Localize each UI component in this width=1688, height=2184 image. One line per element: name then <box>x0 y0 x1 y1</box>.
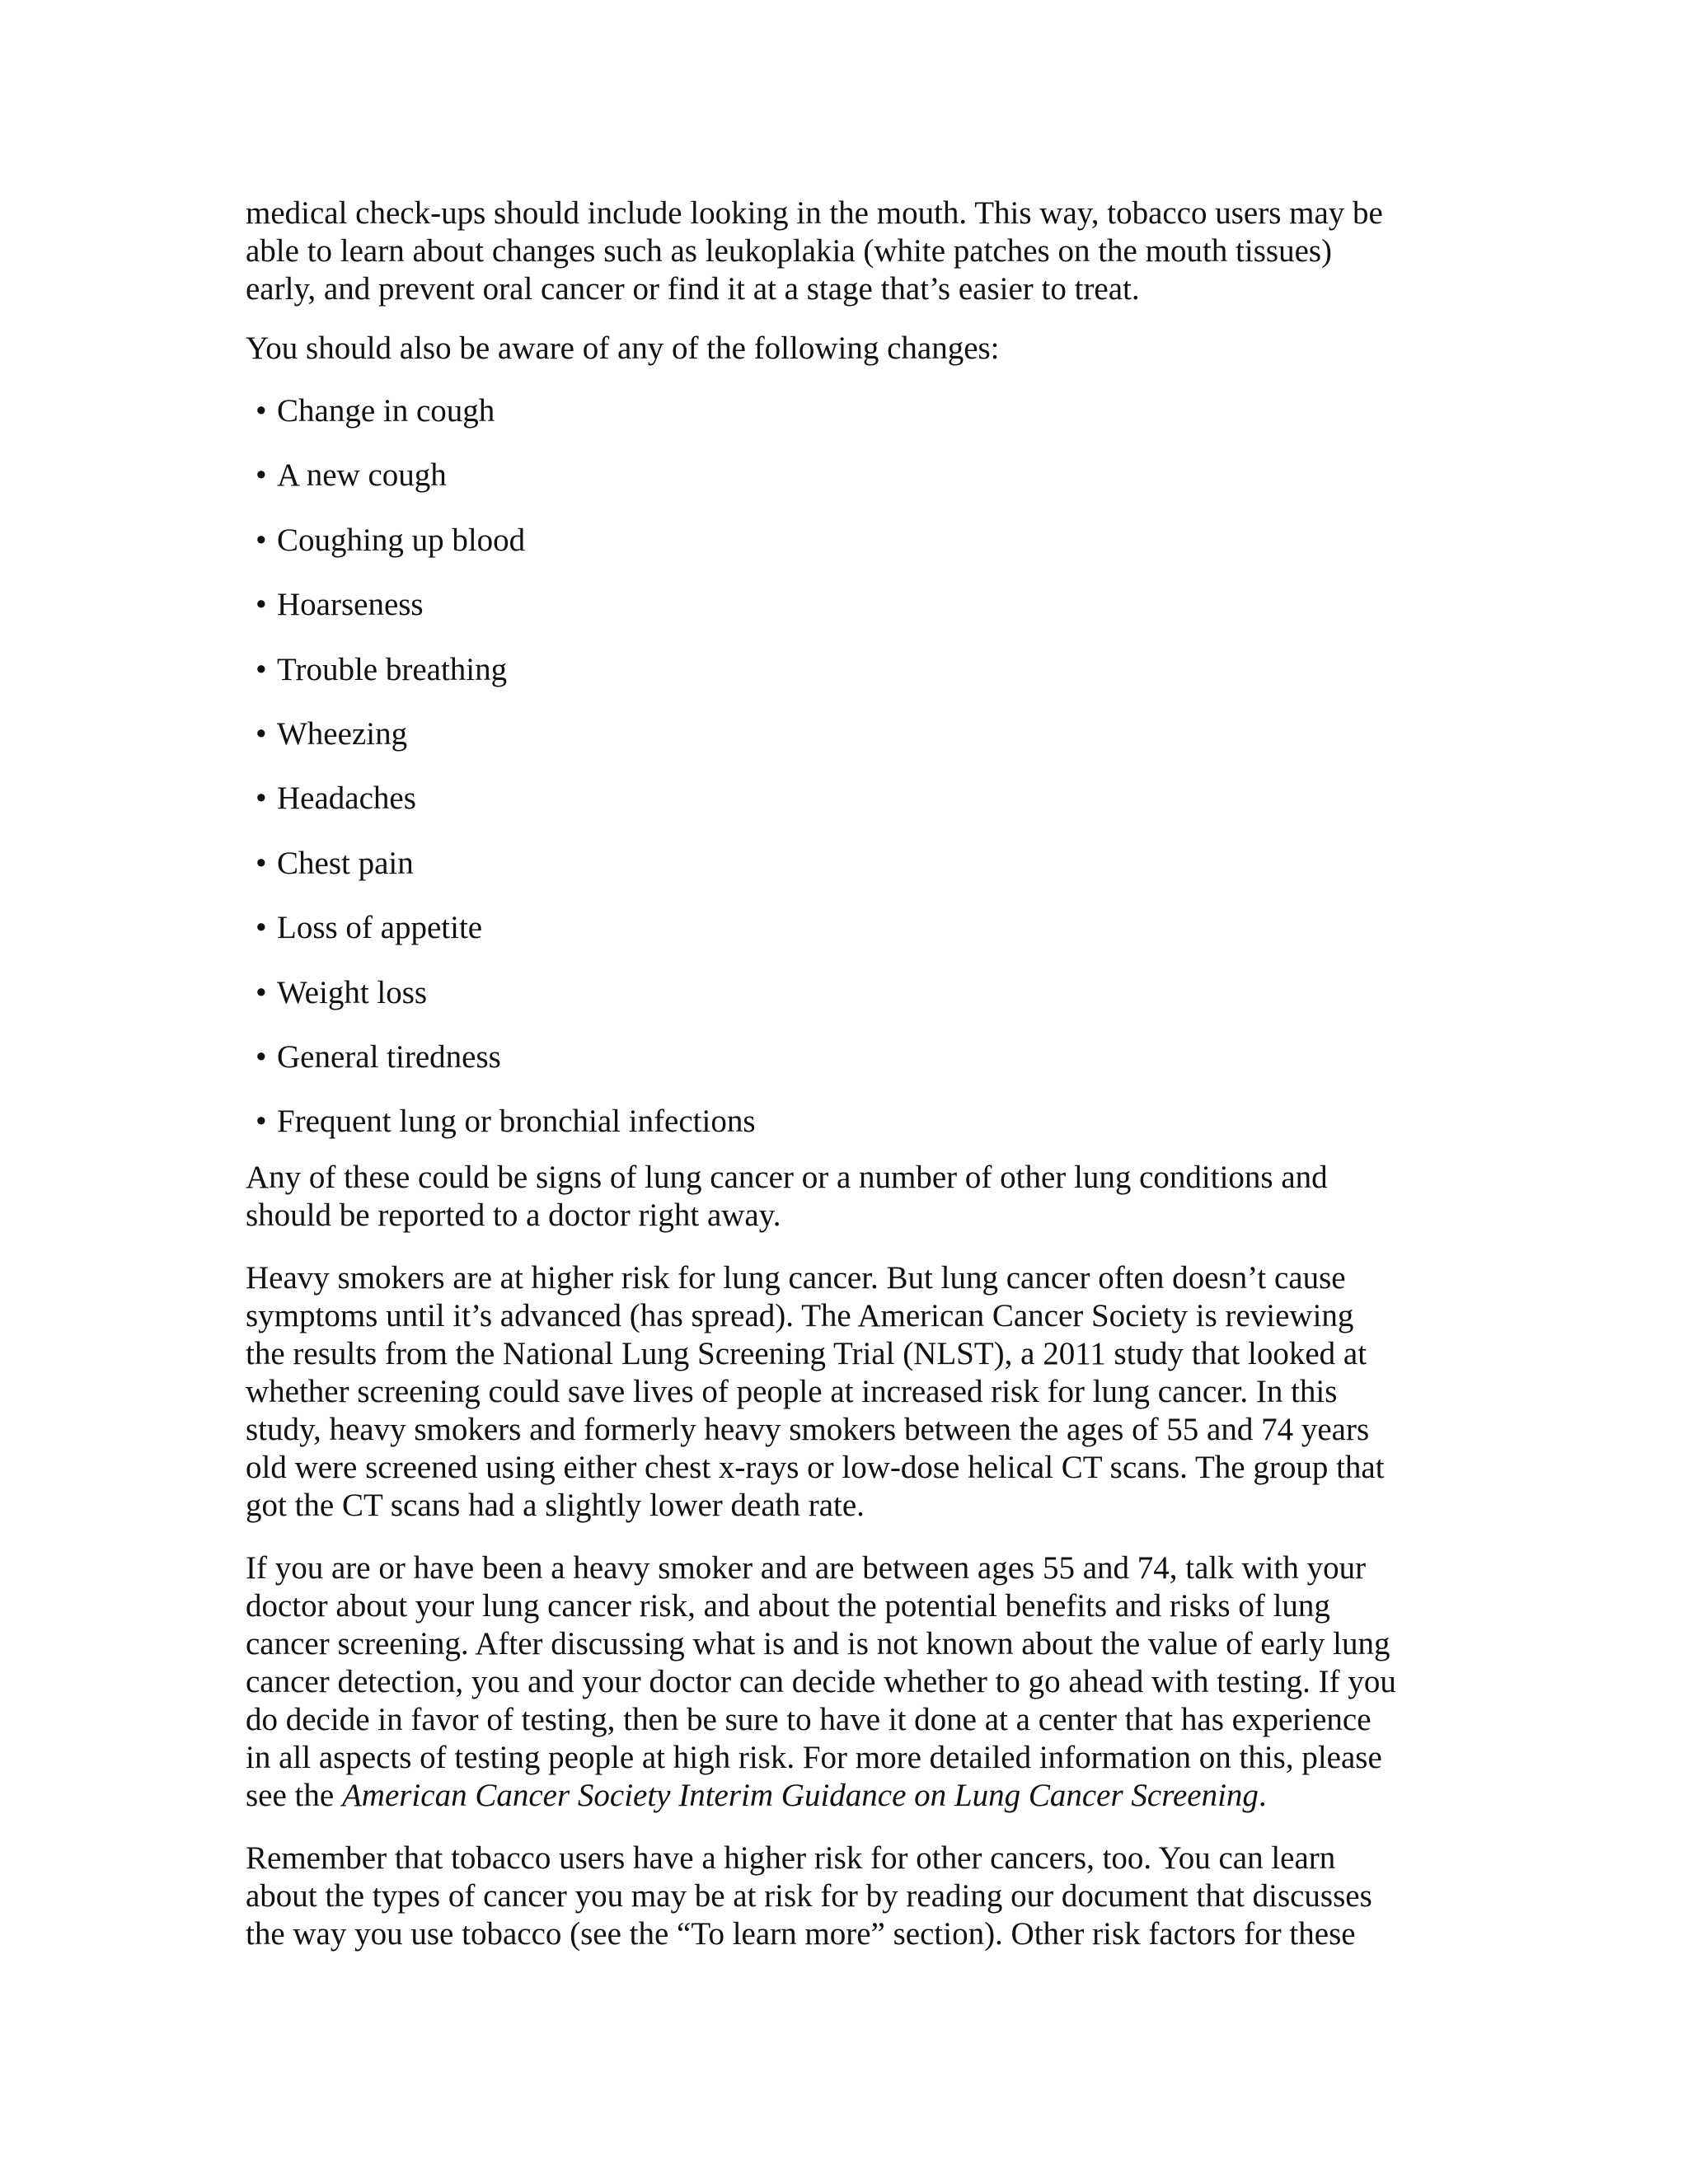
bullet-icon: • <box>256 587 267 623</box>
list-item <box>256 651 1449 689</box>
bullet-icon: • <box>256 393 267 429</box>
bullet-icon: • <box>256 1104 267 1140</box>
guidance-title: American Cancer Society Interim Guidance on Lung Cancer Screening <box>341 1778 1259 1814</box>
list-item <box>256 780 1449 818</box>
list-item <box>256 457 1449 494</box>
list-item <box>256 522 1449 560</box>
bullet-icon: • <box>256 522 267 558</box>
heavy-smokers-line: symptoms until it’s advanced (has spread). The American Cancer Society is reviewing <box>246 1298 1354 1334</box>
period-text: . <box>1258 1778 1267 1814</box>
bullet-icon: • <box>256 715 267 752</box>
heavy-smokers-line: got the CT scans had a slightly lower death rate. <box>246 1488 865 1524</box>
list-item <box>256 845 1449 883</box>
list-item <box>256 715 1449 753</box>
other-cancers-line: about the types of cancer you may be at risk for by reading our document that discusses <box>246 1878 1372 1915</box>
other-cancers-line: Remember that tobacco users have a higher risk for other cancers, too. You can learn <box>246 1840 1336 1877</box>
screening-advice-line: cancer detection, you and your doctor can decide whether to go ahead with testing. If you <box>246 1664 1396 1700</box>
bullet-icon: • <box>256 780 267 817</box>
bullet-icon: • <box>256 457 267 494</box>
screening-advice-last-line <box>246 1778 1267 1813</box>
heavy-smokers-line: old were screened using either chest x-rays or low-dose helical CT scans. The group that <box>246 1450 1385 1486</box>
intro-paragraph <box>246 194 1449 308</box>
list-item <box>256 1103 1449 1141</box>
changes-list <box>246 392 1449 1141</box>
screening-advice-line: do decide in favor of testing, then be sure to have it done at a center that has experience <box>246 1702 1372 1738</box>
heavy-smokers-line: Heavy smokers are at higher risk for lung cancer. But lung cancer often doesn’t cause <box>246 1260 1346 1296</box>
list-item-text: Frequent lung or bronchial infections <box>277 1104 756 1140</box>
list-item-text: A new cough <box>277 457 447 494</box>
heavy-smokers-paragraph <box>246 1259 1449 1525</box>
screening-advice-line: doctor about your lung cancer risk, and about the potential benefits and risks of lung <box>246 1588 1330 1624</box>
bullet-icon: • <box>256 845 267 881</box>
list-item-text: Loss of appetite <box>277 910 483 946</box>
intro-line: able to learn about changes such as leukoplakia (white patches on the mouth tissues) <box>246 233 1333 269</box>
intro-line: early, and prevent oral cancer or find it at a stage that’s easier to treat. <box>246 271 1140 307</box>
list-item <box>256 909 1449 947</box>
screening-advice-line: cancer screening. After discussing what is and is not known about the value of early lung <box>246 1626 1390 1662</box>
see-the-text: see the <box>246 1778 342 1814</box>
bullet-icon: • <box>256 974 267 1010</box>
list-item-text: Trouble breathing <box>277 651 508 687</box>
heavy-smokers-line: whether screening could save lives of people at increased risk for lung cancer. In this <box>246 1374 1338 1410</box>
list-item-text: General tiredness <box>277 1038 501 1075</box>
bullet-icon: • <box>256 651 267 687</box>
list-item-text: Wheezing <box>277 715 408 752</box>
bullet-icon: • <box>256 1038 267 1075</box>
other-cancers-line: the way you use tobacco (see the “To learn more” section). Other risk factors for these <box>246 1916 1356 1952</box>
other-cancers-paragraph <box>246 1840 1449 1953</box>
heavy-smokers-line: study, heavy smokers and formerly heavy smokers between the ages of 55 and 74 years <box>246 1412 1370 1448</box>
list-item-text: Headaches <box>277 780 416 817</box>
list-item-text: Hoarseness <box>277 587 424 623</box>
screening-advice-line: If you are or have been a heavy smoker and are between ages 55 and 74, talk with your <box>246 1550 1367 1586</box>
screening-advice-line: in all aspects of testing people at high risk. For more detailed information on this, please <box>246 1740 1382 1776</box>
intro-line: medical check-ups should include looking in the mouth. This way, tobacco users may be <box>246 195 1383 231</box>
heavy-smokers-line: the results from the National Lung Screening Trial (NLST), a 2011 study that looked at <box>246 1336 1367 1372</box>
list-item-text: Chest pain <box>277 845 414 881</box>
list-item <box>256 974 1449 1012</box>
list-item-text: Change in cough <box>277 393 495 429</box>
list-item-text: Coughing up blood <box>277 522 526 558</box>
signs-line: should be reported to a doctor right away. <box>246 1197 781 1234</box>
bullet-icon: • <box>256 910 267 946</box>
list-item <box>256 392 1449 430</box>
list-item-text: Weight loss <box>277 974 428 1010</box>
document-page <box>246 194 1449 1953</box>
list-item <box>256 1038 1449 1076</box>
changes-lead-in: You should also be aware of any of the following changes: <box>246 330 1000 366</box>
screening-advice-paragraph <box>246 1549 1449 1815</box>
signs-paragraph <box>246 1159 1449 1235</box>
signs-line: Any of these could be signs of lung cancer or a number of other lung conditions and <box>246 1160 1328 1196</box>
list-item <box>256 586 1449 624</box>
